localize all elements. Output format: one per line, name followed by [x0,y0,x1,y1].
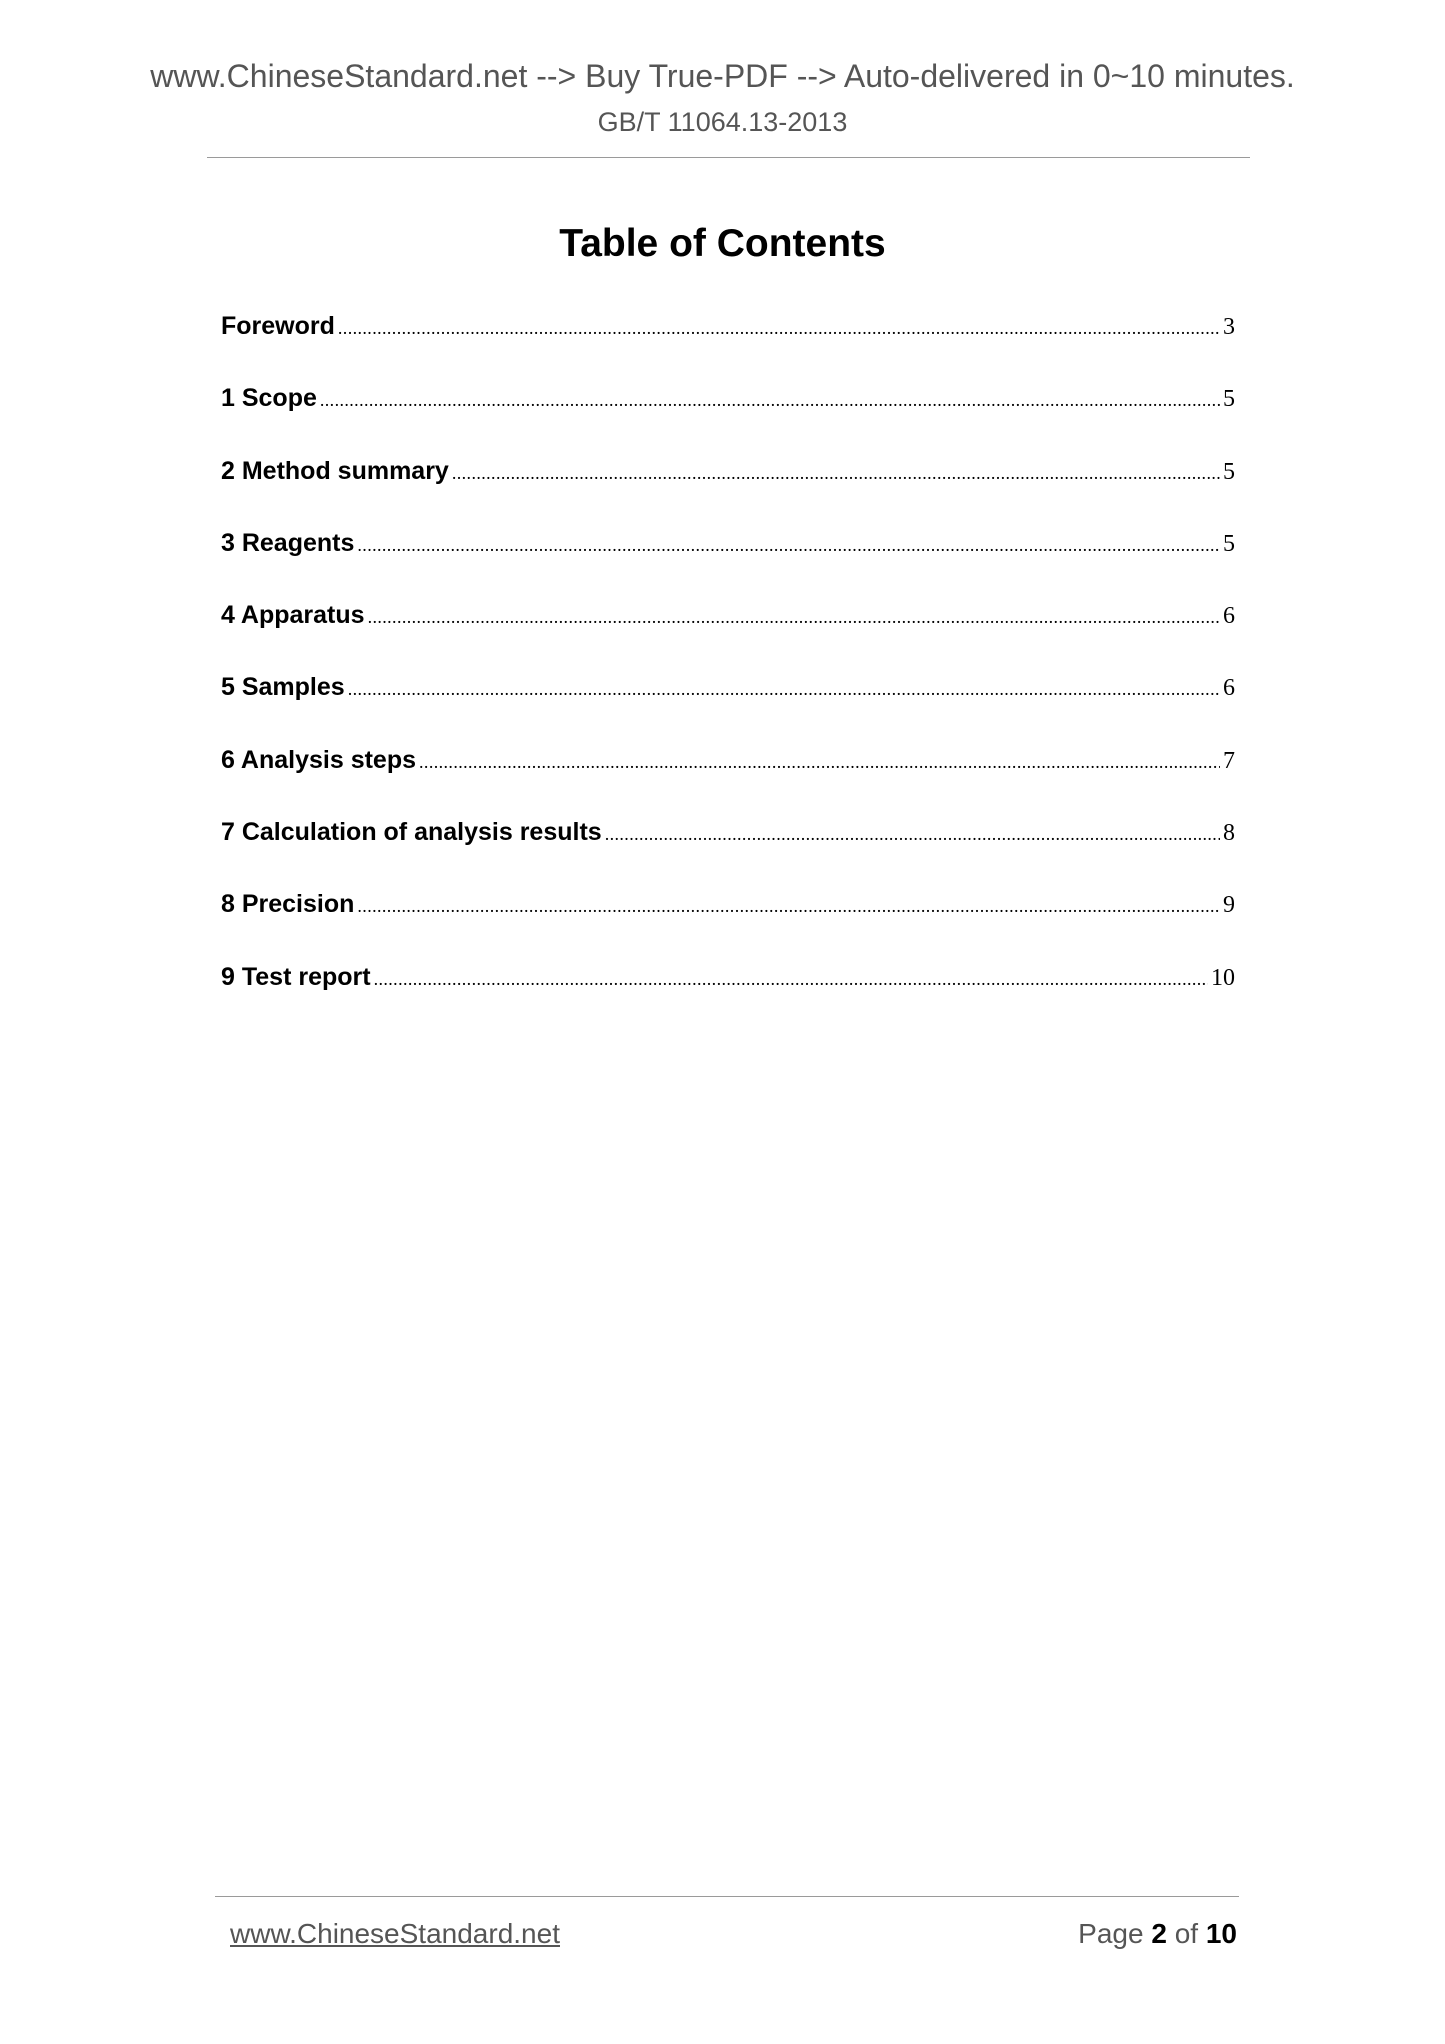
header-banner: www.ChineseStandard.net --> Buy True-PDF --> Auto-delivered in 0~10 minutes. [150,58,1295,94]
page-indicator [1078,1914,1237,1954]
toc-entry-label: 8 Precision [221,890,355,919]
toc-entry-analysis-steps[interactable] [221,739,1235,811]
toc-dot-leader [419,741,1220,783]
toc-dot-leader [374,958,1208,1000]
footer-divider [215,1896,1239,1897]
toc-dot-leader [320,379,1220,421]
toc-entry-precision[interactable] [221,883,1235,955]
page-total: 10 [1205,1918,1237,1949]
toc-entry-page: 5 [1223,530,1235,557]
toc-entry-method-summary[interactable] [221,450,1235,522]
toc-entry-reagents[interactable] [221,522,1235,594]
toc-entry-page: 9 [1223,892,1235,919]
toc-entry-page: 8 [1223,820,1235,847]
page-of: of [1174,1918,1199,1949]
toc-entry-page: 5 [1223,386,1235,413]
table-of-contents [221,305,1235,1028]
footer-website-link[interactable]: www.ChineseStandard.net [230,1918,560,1949]
toc-entry-page: 10 [1211,964,1235,991]
toc-entry-scope[interactable] [221,377,1235,449]
toc-entry-label: 9 Test report [221,962,371,991]
toc-entry-label: 6 Analysis steps [221,745,417,774]
toc-dot-leader [357,524,1220,566]
toc-entry-label: 2 Method summary [221,456,449,485]
toc-entry-label: 4 Apparatus [221,601,365,630]
toc-entry-apparatus[interactable] [221,594,1235,666]
toc-entry-label: Foreword [221,312,335,340]
page-current: 2 [1151,1918,1167,1949]
toc-dot-leader [368,596,1220,638]
toc-dot-leader [605,813,1220,855]
toc-title: Table of Contents [559,222,886,265]
toc-entry-label: 3 Reagents [221,528,355,557]
toc-dot-leader [348,668,1220,710]
toc-entry-page: 3 [1223,314,1235,340]
toc-dot-leader [338,307,1220,349]
toc-entry-page: 7 [1223,747,1235,774]
page-word: Page [1078,1918,1144,1949]
toc-entry-label: 1 Scope [221,384,317,413]
document-number: GB/T 11064.13-2013 [597,107,848,137]
toc-entry-foreword[interactable] [221,305,1235,377]
toc-dot-leader [357,885,1220,927]
toc-entry-label: 7 Calculation of analysis results [221,818,602,847]
toc-entry-page: 6 [1223,675,1235,702]
toc-entry-samples[interactable] [221,666,1235,738]
header-divider [207,157,1250,158]
toc-entry-calculation[interactable] [221,811,1235,883]
toc-entry-page: 6 [1223,603,1235,630]
toc-dot-leader [452,452,1220,494]
toc-entry-test-report[interactable] [221,956,1235,1028]
toc-entry-page: 5 [1223,458,1235,485]
toc-entry-label: 5 Samples [221,673,345,702]
